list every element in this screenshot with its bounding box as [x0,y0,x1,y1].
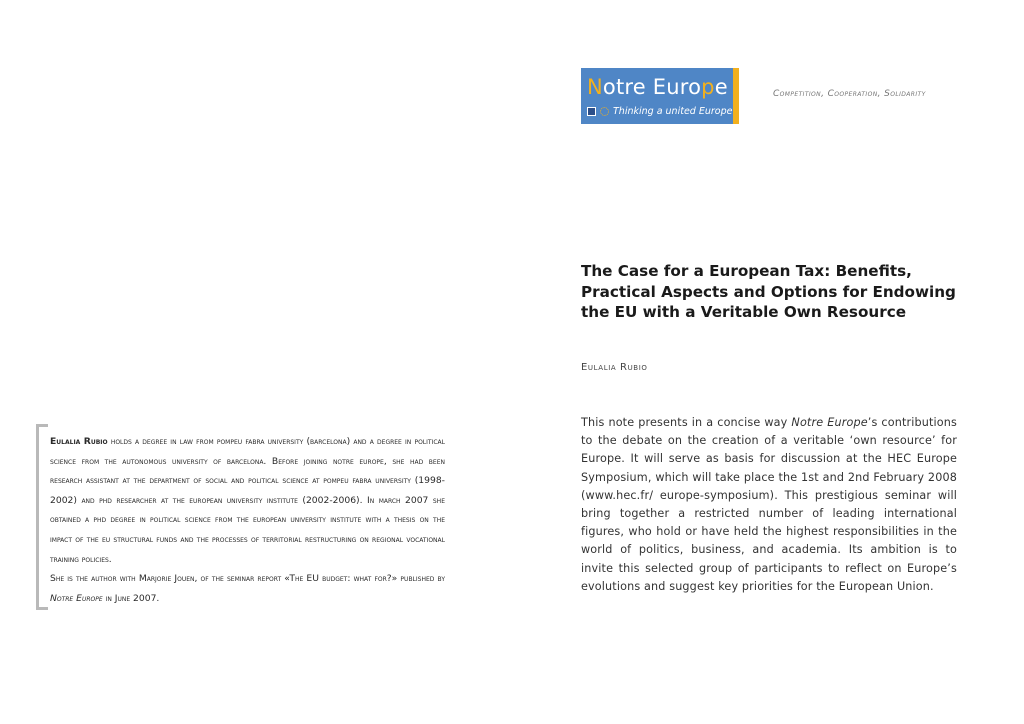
eu-stars-icon [600,107,609,116]
abstract: This note presents in a concise way Notre Europe’s contributions to the debate on the creation of a veritable ‘own resource’ for Europe. It will serve as basis for discussion at the HEC Europe Symposium, which will take place the 1st and 2nd February 2008 (www.hec.fr/ europe-symposium). This prestigious seminar will bring together a restricted number of leading international figures, who hold or have held the highest responsibilities in the world of politics, business, and academia. Its ambition is to invite this selected group of participants to reflect on Europe’s evolutions and suggest key priorities for the European Union. [581,416,957,593]
logo-tagline: Thinking a united Europe [587,106,732,117]
bio-paragraph: Eulalia Rubio holds a degree in law from pompeu fabra university (barcelona) and a degree in political science from the autonomous university of barcelona. Before joining notre europe, she had been research assistant at the department of social and political science at pompeu fabra university (1998-2002) and phd researcher at the european university institute (2002-2006). In march 2007 she obtained a phd degree in political science from the european university institute with a thesis on the impact of the eu structural funds and the processes of territorial restructuring on regional vocational training policies. [50,436,445,565]
logo-brand-name: Notre Europe [587,75,728,99]
author-name: Eulalia Rubio [581,362,648,373]
flag-icon [587,107,596,116]
motto: Competition, Cooperation, Solidarity [773,89,926,99]
document-title: The Case for a European Tax: Benefits, Practical Aspects and Options for Endowing the EU with a Veritable Own Resource [581,262,956,321]
bio-paragraph: She is the author with Marjorie Jouen, of the seminar report «The EU budget: what for?» published by Notre Europe in June 2007. [50,573,445,604]
logo-accent-bar [733,68,739,124]
author-bio [50,432,445,608]
notre-europe-logo [581,68,739,124]
bio-bracket [36,424,48,610]
